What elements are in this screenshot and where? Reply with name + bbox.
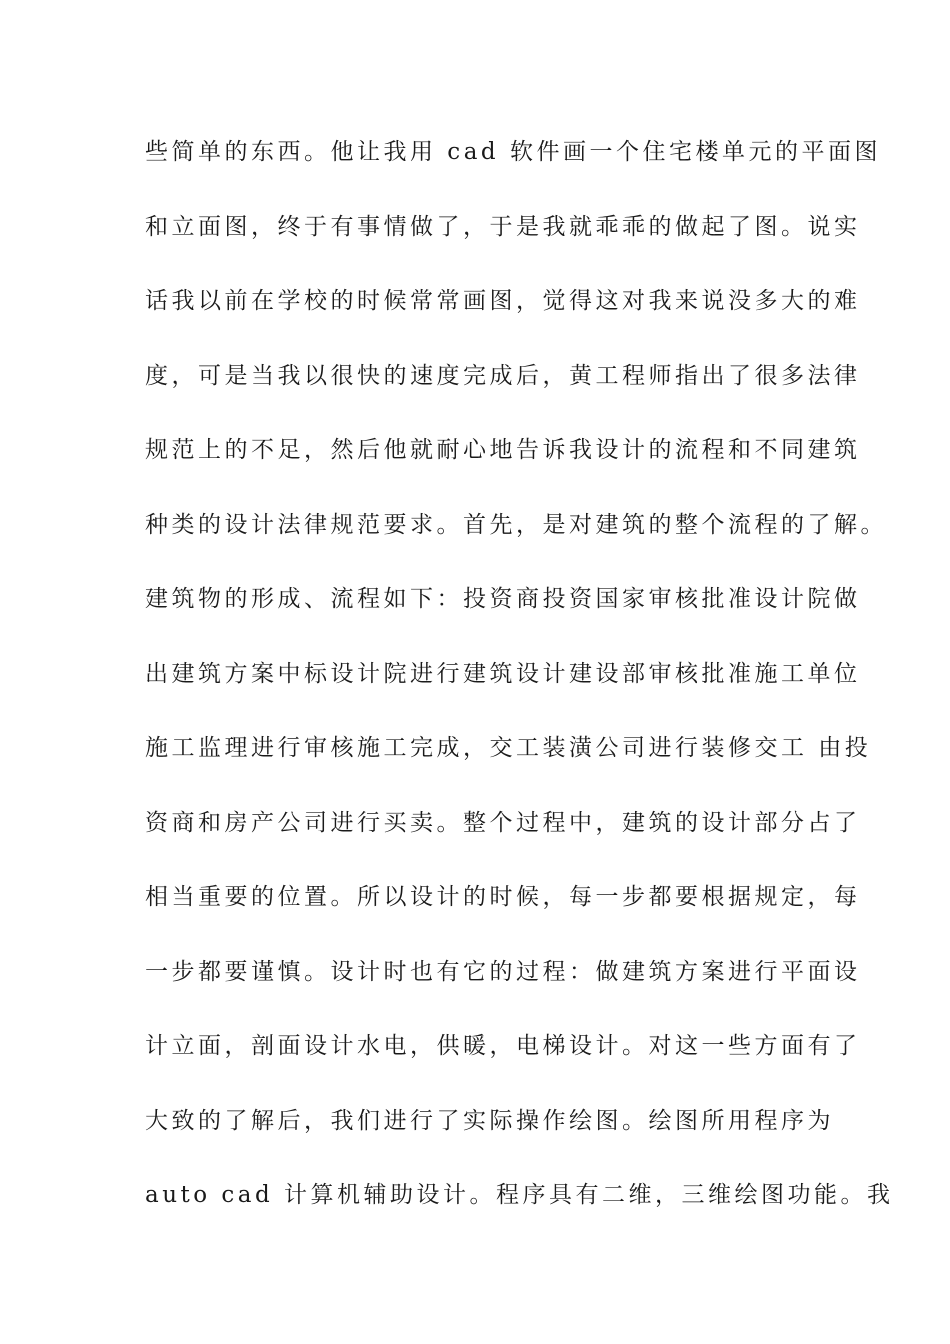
text-line: 种类的设计法律规范要求。首先，是对建筑的整个流程的了解。 — [145, 511, 887, 538]
text-line: 相当重要的位置。所以设计的时候，每一步都要根据规定，每 — [145, 884, 861, 910]
text-line: 出建筑方案中标设计院进行建筑设计建设部审核批准施工单位 — [145, 660, 861, 687]
text-line: auto cad 计算机辅助设计。程序具有二维，三维绘图功能。我 — [145, 1182, 894, 1208]
text-line: 一步都要谨慎。设计时也有它的过程：做建筑方案进行平面设 — [145, 958, 861, 985]
body-text — [145, 132, 894, 1250]
text-line: 和立面图，终于有事情做了，于是我就乖乖的做起了图。说实 — [145, 213, 861, 240]
text-line: 些简单的东西。他让我用 cad 软件画一个住宅楼单元的平面图 — [145, 139, 881, 165]
text-line: 话我以前在学校的时候常常画图，觉得这对我来说没多大的难 — [145, 288, 861, 314]
text-line: 度，可是当我以很快的速度完成后，黄工程师指出了很多法律 — [145, 362, 861, 389]
text-line: 建筑物的形成、流程如下：投资商投资国家审核批准设计院做 — [145, 586, 861, 612]
text-line: 大致的了解后，我们进行了实际操作绘图。绘图所用程序为 — [145, 1107, 834, 1134]
text-line: 资商和房产公司进行买卖。整个过程中，建筑的设计部分占了 — [145, 809, 861, 836]
text-line: 计立面，剖面设计水电，供暖，电梯设计。对这一些方面有了 — [145, 1033, 861, 1059]
text-line: 施工监理进行审核施工完成，交工装潢公司进行装修交工 由投 — [145, 735, 872, 761]
text-line: 规范上的不足，然后他就耐心地告诉我设计的流程和不同建筑 — [145, 437, 861, 463]
